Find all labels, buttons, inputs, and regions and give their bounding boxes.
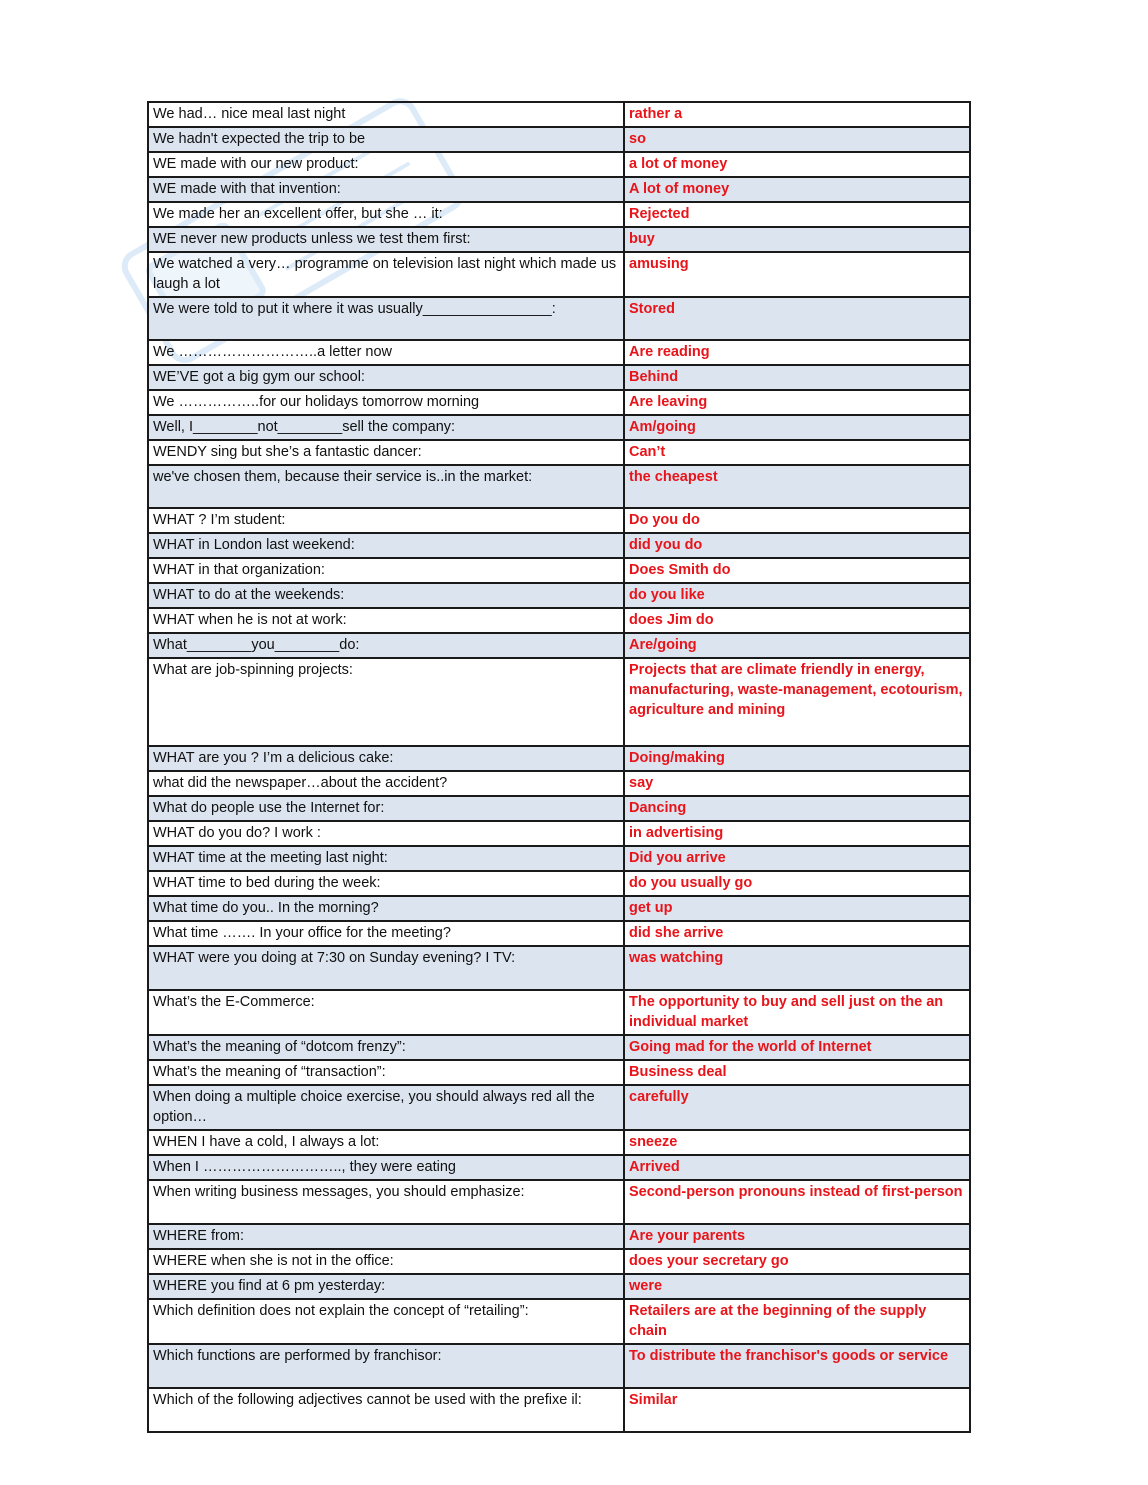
question-cell: Which definition does not explain the concept of “retailing”: <box>148 1299 624 1344</box>
answer-cell: Did you arrive <box>624 846 970 871</box>
table-row <box>148 1249 970 1274</box>
question-cell: WHAT time to bed during the week: <box>148 871 624 896</box>
table-row <box>148 390 970 415</box>
answer-cell: so <box>624 127 970 152</box>
question-cell: What’s the E-Commerce: <box>148 990 624 1035</box>
table-row <box>148 608 970 633</box>
question-cell: We made her an excellent offer, but she … it: <box>148 202 624 227</box>
answer-cell: carefully <box>624 1085 970 1130</box>
table-row <box>148 440 970 465</box>
question-cell: What’s the meaning of “dotcom frenzy”: <box>148 1035 624 1060</box>
question-cell: WE never new products unless we test them first: <box>148 227 624 252</box>
answer-cell: Doing/making <box>624 746 970 771</box>
question-cell: Which of the following adjectives cannot be used with the prefixe il: <box>148 1388 624 1432</box>
answer-cell: Dancing <box>624 796 970 821</box>
answer-cell: Rejected <box>624 202 970 227</box>
answer-cell: Am/going <box>624 415 970 440</box>
table-row <box>148 796 970 821</box>
answer-cell: in advertising <box>624 821 970 846</box>
answer-cell: Projects that are climate friendly in energy, manufacturing, waste-management, ecotourism, agriculture and mining <box>624 658 970 746</box>
question-cell: When I ……………………….., they were eating <box>148 1155 624 1180</box>
question-cell: We were told to put it where it was usually________________: <box>148 297 624 340</box>
question-cell: WENDY sing but she’s a fantastic dancer: <box>148 440 624 465</box>
table-row <box>148 871 970 896</box>
answer-cell: Similar <box>624 1388 970 1432</box>
question-cell: WHERE from: <box>148 1224 624 1249</box>
answer-cell: Business deal <box>624 1060 970 1085</box>
question-cell: What________you________do: <box>148 633 624 658</box>
table-row <box>148 465 970 508</box>
table-row <box>148 746 970 771</box>
answer-cell: rather a <box>624 102 970 127</box>
table-row <box>148 1130 970 1155</box>
answer-cell: A lot of money <box>624 177 970 202</box>
answer-cell: do you like <box>624 583 970 608</box>
answer-cell: does your secretary go <box>624 1249 970 1274</box>
answer-cell: get up <box>624 896 970 921</box>
question-cell: WHAT ? I’m student: <box>148 508 624 533</box>
question-cell: WE’VE got a big gym our school: <box>148 365 624 390</box>
answer-cell: do you usually go <box>624 871 970 896</box>
answer-cell: Going mad for the world of Internet <box>624 1035 970 1060</box>
question-cell: What time do you.. In the morning? <box>148 896 624 921</box>
answer-cell: Arrived <box>624 1155 970 1180</box>
table-row <box>148 921 970 946</box>
answer-cell: a lot of money <box>624 152 970 177</box>
question-cell: we've chosen them, because their service is..in the market: <box>148 465 624 508</box>
table-row <box>148 1085 970 1130</box>
question-cell: When writing business messages, you should emphasize: <box>148 1180 624 1224</box>
question-cell: What time ……. In your office for the meeting? <box>148 921 624 946</box>
answer-cell: buy <box>624 227 970 252</box>
table-row <box>148 1299 970 1344</box>
table-row <box>148 1274 970 1299</box>
question-cell: What do people use the Internet for: <box>148 796 624 821</box>
question-cell: Well, I________not________sell the company: <box>148 415 624 440</box>
table-row <box>148 365 970 390</box>
table-row <box>148 821 970 846</box>
table-body <box>148 102 970 1432</box>
table-row <box>148 846 970 871</box>
table-row <box>148 633 970 658</box>
question-cell: what did the newspaper…about the accident? <box>148 771 624 796</box>
table-row <box>148 896 970 921</box>
answer-cell: Are reading <box>624 340 970 365</box>
table-row <box>148 177 970 202</box>
question-cell: WHERE when she is not in the office: <box>148 1249 624 1274</box>
question-cell: What’s the meaning of “transaction”: <box>148 1060 624 1085</box>
table-row <box>148 1155 970 1180</box>
answer-cell: Can’t <box>624 440 970 465</box>
answer-cell: does Jim do <box>624 608 970 633</box>
answer-cell: were <box>624 1274 970 1299</box>
table-row <box>148 127 970 152</box>
question-cell: WHERE you find at 6 pm yesterday: <box>148 1274 624 1299</box>
table-row <box>148 297 970 340</box>
answer-cell: amusing <box>624 252 970 297</box>
question-cell: WHAT in London last weekend: <box>148 533 624 558</box>
question-cell: WHAT to do at the weekends: <box>148 583 624 608</box>
answer-cell: Second-person pronouns instead of first-person <box>624 1180 970 1224</box>
table-row <box>148 533 970 558</box>
question-cell: WE made with that invention: <box>148 177 624 202</box>
table-row <box>148 152 970 177</box>
question-cell: When doing a multiple choice exercise, you should always red all the option… <box>148 1085 624 1130</box>
table-row <box>148 1344 970 1388</box>
table-row <box>148 1035 970 1060</box>
table-row <box>148 990 970 1035</box>
answer-cell: sneeze <box>624 1130 970 1155</box>
question-cell: We watched a very… programme on television last night which made us laugh a lot <box>148 252 624 297</box>
answer-cell: was watching <box>624 946 970 990</box>
question-cell: WHEN I have a cold, I always a lot: <box>148 1130 624 1155</box>
answer-cell: Are your parents <box>624 1224 970 1249</box>
table-row <box>148 583 970 608</box>
table-row <box>148 946 970 990</box>
table-row <box>148 771 970 796</box>
answer-cell: did you do <box>624 533 970 558</box>
table-row <box>148 558 970 583</box>
question-cell: WHAT time at the meeting last night: <box>148 846 624 871</box>
table-row <box>148 415 970 440</box>
answer-cell: say <box>624 771 970 796</box>
question-cell: WHAT in that organization: <box>148 558 624 583</box>
table-row <box>148 508 970 533</box>
answer-cell: Does Smith do <box>624 558 970 583</box>
question-cell: We ………………………..a letter now <box>148 340 624 365</box>
question-cell: What are job-spinning projects: <box>148 658 624 746</box>
table-row <box>148 1180 970 1224</box>
table-row <box>148 202 970 227</box>
answer-cell: did she arrive <box>624 921 970 946</box>
table-row <box>148 340 970 365</box>
question-cell: WHAT when he is not at work: <box>148 608 624 633</box>
answer-cell: The opportunity to buy and sell just on the an individual market <box>624 990 970 1035</box>
answer-cell: the cheapest <box>624 465 970 508</box>
answer-cell: Retailers are at the beginning of the supply chain <box>624 1299 970 1344</box>
table-row <box>148 1388 970 1432</box>
answer-cell: Do you do <box>624 508 970 533</box>
answer-cell: Stored <box>624 297 970 340</box>
answer-cell: Are/going <box>624 633 970 658</box>
table-row <box>148 1224 970 1249</box>
question-cell: WHAT were you doing at 7:30 on Sunday evening? I TV: <box>148 946 624 990</box>
answer-cell: Behind <box>624 365 970 390</box>
table-row <box>148 227 970 252</box>
question-cell: We hadn't expected the trip to be <box>148 127 624 152</box>
question-cell: Which functions are performed by franchisor: <box>148 1344 624 1388</box>
table-row <box>148 658 970 746</box>
question-cell: WHAT are you ? I’m a delicious cake: <box>148 746 624 771</box>
question-cell: WE made with our new product: <box>148 152 624 177</box>
table-row <box>148 252 970 297</box>
question-cell: WHAT do you do? I work : <box>148 821 624 846</box>
table-row <box>148 102 970 127</box>
question-answer-table <box>147 101 971 1433</box>
question-cell: We had… nice meal last night <box>148 102 624 127</box>
table-row <box>148 1060 970 1085</box>
answer-cell: To distribute the franchisor's goods or service <box>624 1344 970 1388</box>
question-cell: We ……………..for our holidays tomorrow morning <box>148 390 624 415</box>
answer-cell: Are leaving <box>624 390 970 415</box>
